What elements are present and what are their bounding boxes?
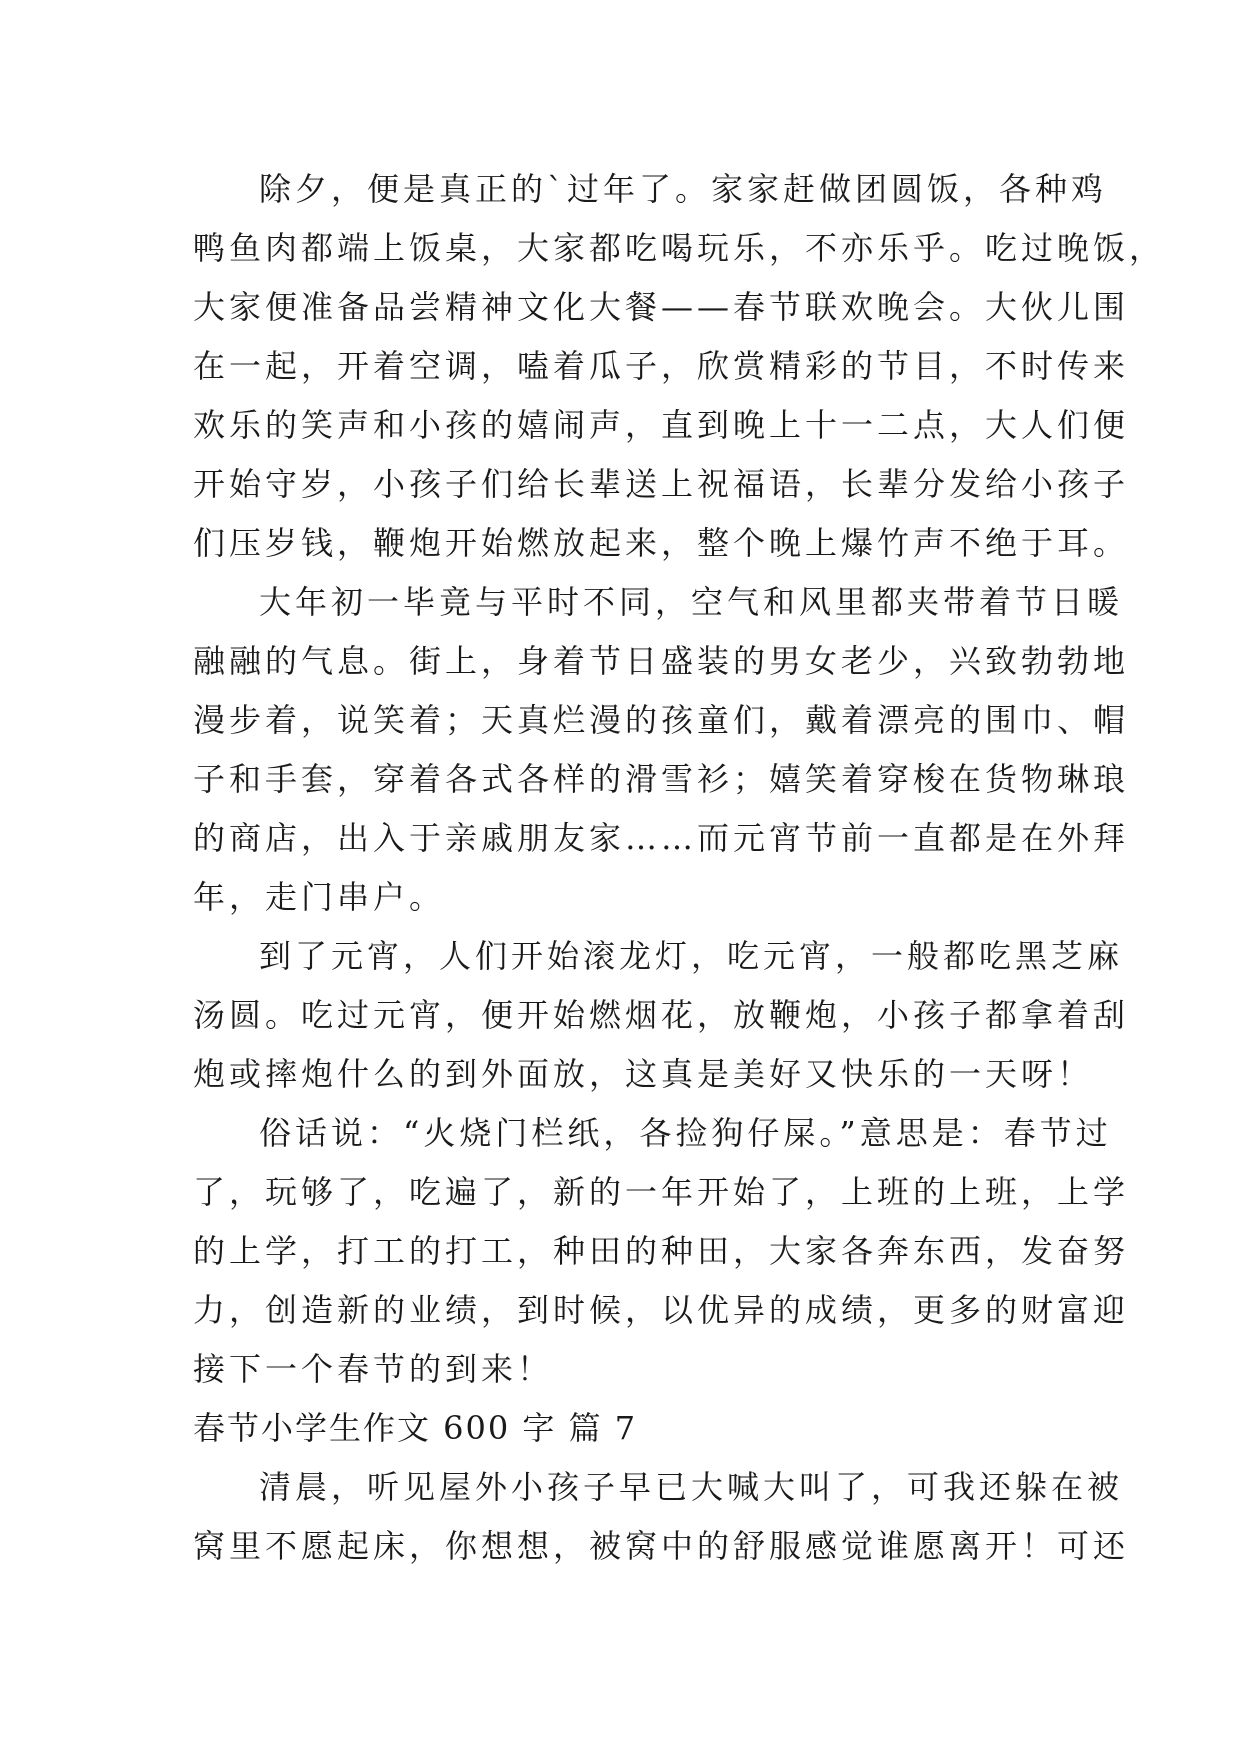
text-line: 鸭鱼肉都端上饭桌，大家都吃喝玩乐，不亦乐乎。吃过晚饭， xyxy=(193,229,1166,267)
text-line: 炮或摔炮什么的到外面放，这真是美好又快乐的一天呀！ xyxy=(193,1055,1094,1093)
text-line: 年，走门串户。 xyxy=(193,878,446,916)
text-line: 俗话说：“火烧门栏纸，各捡狗仔屎。”意思是：春节过 xyxy=(259,1114,1112,1152)
text-line: 大年初一毕竟与平时不同，空气和风里都夹带着节日暖 xyxy=(259,583,1124,621)
paragraph-morning xyxy=(193,1458,1130,1576)
text-line: 了，玩够了，吃遍了，新的一年开始了，上班的上班，上学 xyxy=(193,1173,1130,1211)
text-line: 漫步着，说笑着；天真烂漫的孩童们，戴着漂亮的围巾、帽 xyxy=(193,701,1130,739)
paragraph-proverb xyxy=(193,1104,1130,1399)
paragraph-lantern-festival xyxy=(193,927,1130,1104)
text-line: 子和手套，穿着各式各样的滑雪衫；嬉笑着穿梭在货物琳琅 xyxy=(193,760,1130,798)
text-line: 大家便准备品尝精神文化大餐——春节联欢晚会。大伙儿围 xyxy=(193,288,1130,326)
paragraph-new-years-eve xyxy=(193,160,1166,573)
text-line: 开始守岁，小孩子们给长辈送上祝福语，长辈分发给小孩子 xyxy=(193,465,1130,503)
text-line: 的上学，打工的打工，种田的种田，大家各奔东西，发奋努 xyxy=(193,1232,1130,1270)
text-line: 汤圆。吃过元宵，便开始燃烟花，放鞭炮，小孩子都拿着刮 xyxy=(193,996,1130,1034)
paragraph-first-day xyxy=(193,573,1130,927)
document-body xyxy=(193,160,1166,1576)
text-line: 在一起，开着空调，嗑着瓜子，欣赏精彩的节目，不时传来 xyxy=(193,347,1130,385)
text-line: 窝里不愿起床，你想想，被窝中的舒服感觉谁愿离开！可还 xyxy=(193,1527,1130,1565)
text-line: 接下一个春节的到来！ xyxy=(193,1350,554,1388)
text-line: 清晨，听见屋外小孩子早已大喊大叫了，可我还躲在被 xyxy=(259,1468,1124,1506)
text-line: 到了元宵，人们开始滚龙灯，吃元宵，一般都吃黑芝麻 xyxy=(259,937,1124,975)
text-line: 除夕，便是真正的`过年了。家家赶做团圆饭，各种鸡 xyxy=(259,170,1108,208)
text-line: 的商店，出入于亲戚朋友家……而元宵节前一直都是在外拜 xyxy=(193,819,1130,857)
section-heading: 春节小学生作文 600 字 篇 7 xyxy=(193,1409,638,1447)
text-line: 们压岁钱，鞭炮开始燃放起来，整个晚上爆竹声不绝于耳。 xyxy=(193,524,1130,562)
text-line: 融融的气息。街上，身着节日盛装的男女老少，兴致勃勃地 xyxy=(193,642,1130,680)
text-line: 力，创造新的业绩，到时候，以优异的成绩，更多的财富迎 xyxy=(193,1291,1130,1329)
text-line: 欢乐的笑声和小孩的嬉闹声，直到晚上十一二点，大人们便 xyxy=(193,406,1130,444)
